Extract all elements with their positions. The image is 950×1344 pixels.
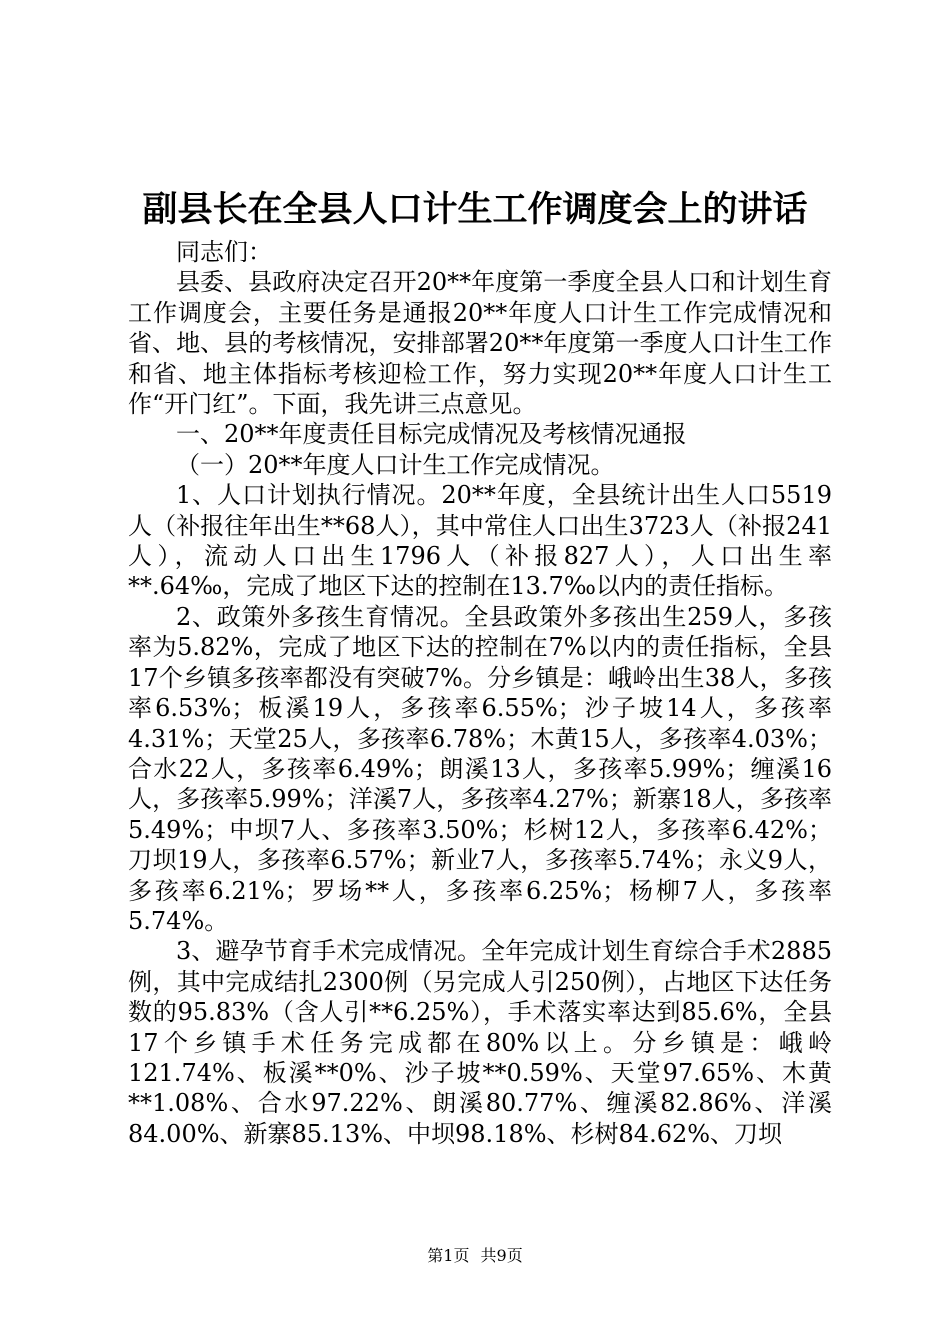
document-body: [128, 237, 832, 1149]
page-footer: 第1页 共9页: [427, 1246, 523, 1265]
paragraph-contraception-surgery: 3、避孕节育手术完成情况。全年完成计划生育综合手术2885例，其中完成结扎2300例（另完成人引250例），占地区下达任务数的95.83%（含人引**6.25%），手术落实率达到85.6%，全县17个乡镇手术任务完成都在80%以上。分乡镇是：峨岭121.74%、板溪**0%、沙子坡**0.59%、天堂97.65%、木黄**1.08%、合水97.22%、朗溪80.77%、缠溪82.86%、洋溪84.00%、新寨85.13%、中坝98.18%、杉树84.62%、刀坝: [128, 937, 832, 1148]
subsection-heading-1: （一）20**年度人口计生工作完成情况。: [176, 450, 615, 479]
paragraph-population-plan: 1、人口计划执行情况。20**年度，全县统计出生人口5519人（补报往年出生**68人），其中常住人口出生3723人（补报241人），流动人口出生1796人（补报827人），人口出生率**.64‰，完成了地区下达的控制在13.7‰以内的责任指标。: [128, 481, 832, 601]
paragraph-multi-child-births: 2、政策外多孩生育情况。全县政策外多孩出生259人，多孩率为5.82%，完成了地区下达的控制在7%以内的责任指标，全县17个乡镇多孩率都没有突破7%。分乡镇是：峨岭出生38人，多孩率6.53%；板溪19人，多孩率6.55%；沙子坡14人，多孩率4.31%；天堂25人，多孩率6.78%；木黄15人，多孩率4.03%；合水22人，多孩率6.49%；朗溪13人，多孩率5.99%；缠溪16人，多孩率5.99%；洋溪7人，多孩率4.27%；新寨18人，多孩率5.49%；中坝7人、多孩率3.50%；杉树12人，多孩率6.42%；刀坝19人，多孩率6.57%；新业7人，多孩率5.74%；永义9人，多孩率6.21%；罗场**人，多孩率6.25%；杨柳7人，多孩率5.74%。: [128, 602, 832, 935]
section-heading-1: 一、20**年度责任目标完成情况及考核情况通报: [176, 420, 687, 449]
document-title: 副县长在全县人口计生工作调度会上的讲话: [142, 189, 808, 230]
intro-paragraph: 县委、县政府决定召开20**年度第一季度全县人口和计划生育工作调度会，主要任务是通报20**年度人口计生工作完成情况和省、地、县的考核情况，安排部署20**年度第一季度人口计生工作和省、地主体指标考核迎检工作，努力实现20**年度人口计生工作“开门红”。下面，我先讲三点意见。: [128, 268, 832, 419]
salutation: 同志们：: [176, 238, 272, 266]
